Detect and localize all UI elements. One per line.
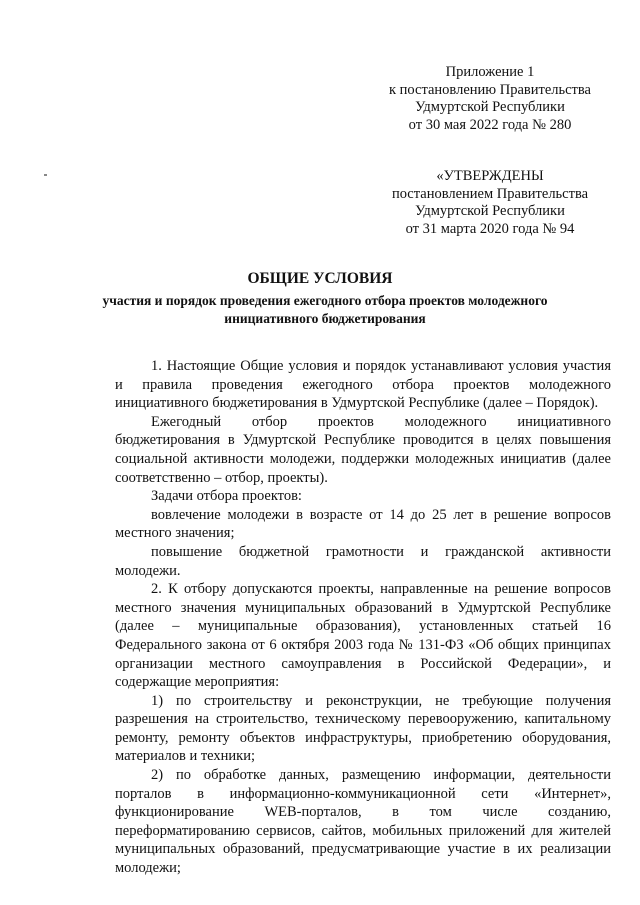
paragraph: 2. К отбору допускаются проекты, направленные на решение вопросов местного значения муниципальных образований в Удмуртской Республике (далее – муниципальные образования), установленных статьей 16 Федерального закона от 6 октября 2003 года № 131-ФЗ «Об общих принципах организации местного самоуправления в Российской Федерации», и содержащие мероприятия: bbox=[115, 581, 611, 691]
paragraph: вовлечение молодежи в возрасте от 14 до 25 лет в решение вопросов местного значения; bbox=[115, 506, 611, 542]
paragraph: повышение бюджетной грамотности и гражданской активности молодежи. bbox=[115, 543, 611, 579]
paragraph: Ежегодный отбор проектов молодежного инициативного бюджетирования в Удмуртской Республике проводится в целях повышения социальной активности молодежи, поддержки молодежных инициатив (далее соответственно – отбор, проекты). bbox=[115, 413, 611, 486]
appendix-line-1: Приложение 1 bbox=[445, 64, 535, 80]
paragraph: 1. Настоящие Общие условия и порядок устанавливают условия участия и правила проведения ежегодного отбора проектов молодежного инициативного бюджетирования в Удмуртской Республике (далее – Порядок). bbox=[115, 358, 611, 412]
appendix-line-4: от 30 мая 2022 года № 280 bbox=[408, 116, 572, 133]
document-body bbox=[115, 357, 611, 878]
document-title: ОБЩИЕ УСЛОВИЯ bbox=[247, 270, 393, 287]
approved-line-2: постановлением Правительства bbox=[391, 185, 589, 202]
approved-line-3: Удмуртской Республики bbox=[415, 203, 565, 219]
appendix-line-2: к постановлению Правительства bbox=[389, 81, 591, 98]
document-subtitle: участия и порядок проведения ежегодного отбора проектов молодежного инициативного бюджетирования bbox=[102, 293, 548, 326]
approved-line-4: от 31 марта 2020 года № 94 bbox=[405, 220, 575, 237]
appendix-line-3: Удмуртской Республики bbox=[415, 99, 565, 115]
paragraph: 1) по строительству и реконструкции, не требующие получения разрешения на строительство, техническому перевооружению, капитальному ремонту, ремонту объектов инфраструктуры, приобретению оборудования, материалов и техники; bbox=[115, 692, 611, 765]
scan-speck bbox=[44, 174, 47, 176]
paragraph: Задачи отбора проектов: bbox=[151, 488, 302, 505]
appendix-header bbox=[380, 64, 600, 134]
paragraph: 2) по обработке данных, размещению информации, деятельности порталов в информационно-коммуникационной сети «Интернет», функционирование WEB-порталов, в том числе созданию, переформатированию сервисов, сайтов, мобильных приложений для жителей муниципальных образований, предусматривающие участие в их реализации молодежи; bbox=[115, 767, 611, 877]
approved-header bbox=[380, 168, 600, 238]
approved-line-1: «УТВЕРЖДЕНЫ bbox=[436, 168, 544, 184]
